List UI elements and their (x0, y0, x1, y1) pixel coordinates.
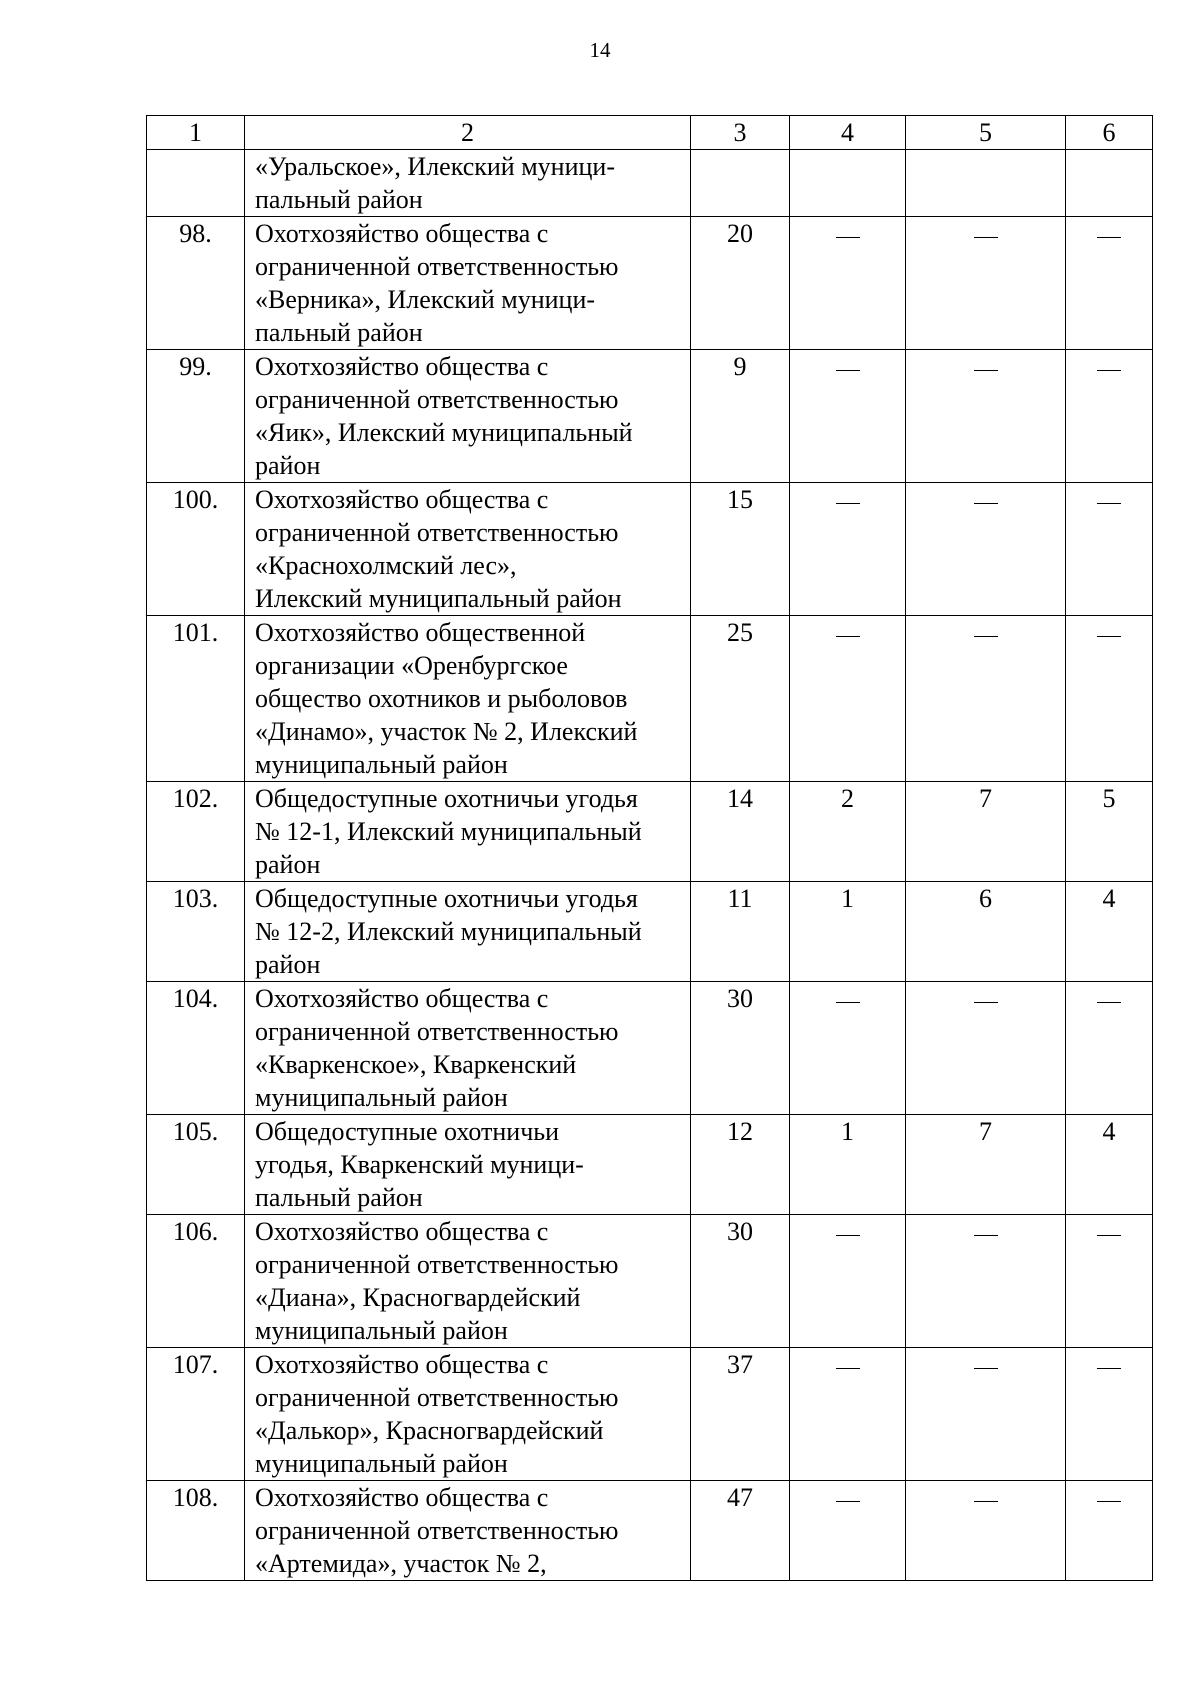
ground-name-line: Илекский муниципальный район (255, 584, 622, 613)
value-cell-c6 (1066, 217, 1153, 350)
ground-name-line: Охотхозяйство общества с (255, 485, 549, 514)
ground-name-line: муниципальный район (255, 1449, 508, 1478)
ground-name-line: «Верника», Илекский муници- (255, 285, 596, 314)
value-cell-c5 (906, 616, 1066, 782)
table-row (147, 1348, 1153, 1481)
dash-mark (974, 1501, 998, 1502)
value-cell-c3: 20 (691, 217, 790, 350)
table-row (147, 150, 1153, 217)
value-cell-c3: 11 (691, 882, 790, 982)
ground-name-line: Охотхозяйство общества с (255, 1217, 549, 1246)
dash-mark (836, 1501, 860, 1502)
ground-name-line: Общедоступные охотничьи угодья (255, 884, 638, 913)
value-cell-c5 (906, 217, 1066, 350)
ground-name-line: Охотхозяйство общества с (255, 1483, 549, 1512)
ground-name-cell (245, 217, 691, 350)
ground-name-line: «Динамо», участок № 2, Илекский (255, 717, 638, 746)
value-cell-c6 (1066, 1481, 1153, 1581)
ground-name-cell (245, 1215, 691, 1348)
value-cell-c4 (790, 1215, 906, 1348)
dash-mark (1097, 1002, 1121, 1003)
table-body (147, 150, 1153, 1581)
value-cell-c6 (1066, 150, 1153, 217)
table-row (147, 782, 1153, 882)
value-cell-c6 (1066, 1348, 1153, 1481)
table-row (147, 217, 1153, 350)
value-cell-c5 (906, 150, 1066, 217)
value-cell-c5 (906, 1348, 1066, 1481)
row-number-cell: 103. (147, 882, 245, 982)
row-number-cell: 102. (147, 782, 245, 882)
column-header: 5 (906, 116, 1066, 150)
value-cell-c5 (906, 1481, 1066, 1581)
ground-name-cell (245, 616, 691, 782)
dash-mark (1097, 1235, 1121, 1236)
row-number-cell: 99. (147, 350, 245, 483)
value-cell-c5 (906, 483, 1066, 616)
value-cell-c6 (1066, 982, 1153, 1115)
ground-name-line: муниципальный район (255, 1316, 508, 1345)
row-number-cell: 104. (147, 982, 245, 1115)
dash-mark (836, 1368, 860, 1369)
value-cell-c3: 25 (691, 616, 790, 782)
row-number-cell: 108. (147, 1481, 245, 1581)
value-cell-c5 (906, 982, 1066, 1115)
table-row (147, 882, 1153, 982)
ground-name-line: пальный район (255, 1183, 423, 1212)
value-cell-c5: 6 (906, 882, 1066, 982)
value-cell-c4 (790, 483, 906, 616)
value-cell-c6: 4 (1066, 1115, 1153, 1215)
column-header: 3 (691, 116, 790, 150)
ground-name-line: Охотхозяйство общественной (255, 618, 586, 647)
ground-name-cell (245, 782, 691, 882)
ground-name-line: ограниченной ответственностью (255, 1516, 619, 1545)
value-cell-c5: 7 (906, 1115, 1066, 1215)
ground-name-line: район (255, 950, 321, 979)
value-cell-c3: 12 (691, 1115, 790, 1215)
row-number-cell (147, 150, 245, 217)
value-cell-c5 (906, 350, 1066, 483)
ground-name-line: общество охотников и рыболовов (255, 684, 628, 713)
value-cell-c4: 2 (790, 782, 906, 882)
ground-name-line: Охотхозяйство общества с (255, 219, 549, 248)
value-cell-c6 (1066, 1215, 1153, 1348)
ground-name-line: Общедоступные охотничьи угодья (255, 784, 638, 813)
ground-name-cell (245, 1348, 691, 1481)
ground-name-line: муниципальный район (255, 750, 508, 779)
ground-name-line: ограниченной ответственностью (255, 1017, 619, 1046)
hunting-grounds-table (146, 115, 1153, 1581)
value-cell-c3: 14 (691, 782, 790, 882)
dash-mark (1097, 636, 1121, 637)
ground-name-line: «Яик», Илекский муниципальный (255, 418, 633, 447)
value-cell-c6 (1066, 616, 1153, 782)
ground-name-line: Охотхозяйство общества с (255, 984, 549, 1013)
dash-mark (974, 1368, 998, 1369)
dash-mark (836, 1235, 860, 1236)
dash-mark (836, 370, 860, 371)
ground-name-line: пальный район (255, 318, 423, 347)
column-header: 2 (245, 116, 691, 150)
ground-name-cell (245, 350, 691, 483)
value-cell-c6 (1066, 350, 1153, 483)
ground-name-line: Охотхозяйство общества с (255, 352, 549, 381)
value-cell-c4: 1 (790, 1115, 906, 1215)
table-row (147, 982, 1153, 1115)
dash-mark (974, 636, 998, 637)
ground-name-line: Охотхозяйство общества с (255, 1350, 549, 1379)
value-cell-c4 (790, 217, 906, 350)
value-cell-c3: 9 (691, 350, 790, 483)
value-cell-c4 (790, 1348, 906, 1481)
value-cell-c4 (790, 616, 906, 782)
dash-mark (1097, 1501, 1121, 1502)
value-cell-c3: 30 (691, 1215, 790, 1348)
dash-mark (1097, 503, 1121, 504)
ground-name-line: № 12-2, Илекский муниципальный (255, 917, 642, 946)
dash-mark (974, 1235, 998, 1236)
ground-name-line: организации «Оренбургское (255, 651, 568, 680)
ground-name-line: ограниченной ответственностью (255, 1383, 619, 1412)
dash-mark (836, 1002, 860, 1003)
table-row (147, 350, 1153, 483)
ground-name-line: «Краснохолмский лес», (255, 551, 517, 580)
value-cell-c3: 37 (691, 1348, 790, 1481)
value-cell-c6: 5 (1066, 782, 1153, 882)
ground-name-line: пальный район (255, 185, 423, 214)
value-cell-c3: 15 (691, 483, 790, 616)
ground-name-line: «Диана», Красногвардейский (255, 1283, 581, 1312)
ground-name-line: ограниченной ответственностью (255, 518, 619, 547)
table-row (147, 1481, 1153, 1581)
dash-mark (836, 237, 860, 238)
dash-mark (1097, 370, 1121, 371)
dash-mark (836, 503, 860, 504)
table-row (147, 1115, 1153, 1215)
column-header: 1 (147, 116, 245, 150)
ground-name-line: ограниченной ответственностью (255, 385, 619, 414)
dash-mark (974, 237, 998, 238)
table-row (147, 616, 1153, 782)
value-cell-c3: 47 (691, 1481, 790, 1581)
dash-mark (974, 503, 998, 504)
dash-mark (1097, 1368, 1121, 1369)
value-cell-c5: 7 (906, 782, 1066, 882)
column-header: 6 (1066, 116, 1153, 150)
value-cell-c4 (790, 982, 906, 1115)
row-number-cell: 100. (147, 483, 245, 616)
value-cell-c3: 30 (691, 982, 790, 1115)
ground-name-line: ограниченной ответственностью (255, 252, 619, 281)
ground-name-line: район (255, 850, 321, 879)
value-cell-c6: 4 (1066, 882, 1153, 982)
value-cell-c6 (1066, 483, 1153, 616)
table-header-row (147, 116, 1153, 150)
row-number-cell: 106. (147, 1215, 245, 1348)
page-number: 14 (589, 38, 611, 62)
column-header: 4 (790, 116, 906, 150)
table-row (147, 483, 1153, 616)
dash-mark (974, 1002, 998, 1003)
ground-name-cell (245, 882, 691, 982)
row-number-cell: 105. (147, 1115, 245, 1215)
value-cell-c4 (790, 1481, 906, 1581)
dash-mark (1097, 237, 1121, 238)
ground-name-line: № 12-1, Илекский муниципальный (255, 817, 642, 846)
ground-name-line: район (255, 451, 321, 480)
ground-name-line: Общедоступные охотничьи (255, 1117, 560, 1146)
dash-mark (974, 370, 998, 371)
ground-name-cell (245, 1481, 691, 1581)
ground-name-line: муниципальный район (255, 1083, 508, 1112)
value-cell-c3 (691, 150, 790, 217)
ground-name-line: «Артемида», участок № 2, (255, 1549, 547, 1578)
ground-name-cell (245, 982, 691, 1115)
ground-name-cell (245, 483, 691, 616)
row-number-cell: 98. (147, 217, 245, 350)
row-number-cell: 101. (147, 616, 245, 782)
ground-name-line: «Далькор», Красногвардейский (255, 1416, 604, 1445)
row-number-cell: 107. (147, 1348, 245, 1481)
value-cell-c4: 1 (790, 882, 906, 982)
dash-mark (836, 636, 860, 637)
ground-name-line: угодья, Кваркенский муници- (255, 1150, 584, 1179)
ground-name-cell (245, 1115, 691, 1215)
value-cell-c4 (790, 350, 906, 483)
ground-name-line: «Кваркенское», Кваркенский (255, 1050, 577, 1079)
ground-name-line: «Уральское», Илекский муници- (255, 152, 615, 181)
value-cell-c5 (906, 1215, 1066, 1348)
value-cell-c4 (790, 150, 906, 217)
ground-name-line: ограниченной ответственностью (255, 1250, 619, 1279)
ground-name-cell (245, 150, 691, 217)
table-row (147, 1215, 1153, 1348)
